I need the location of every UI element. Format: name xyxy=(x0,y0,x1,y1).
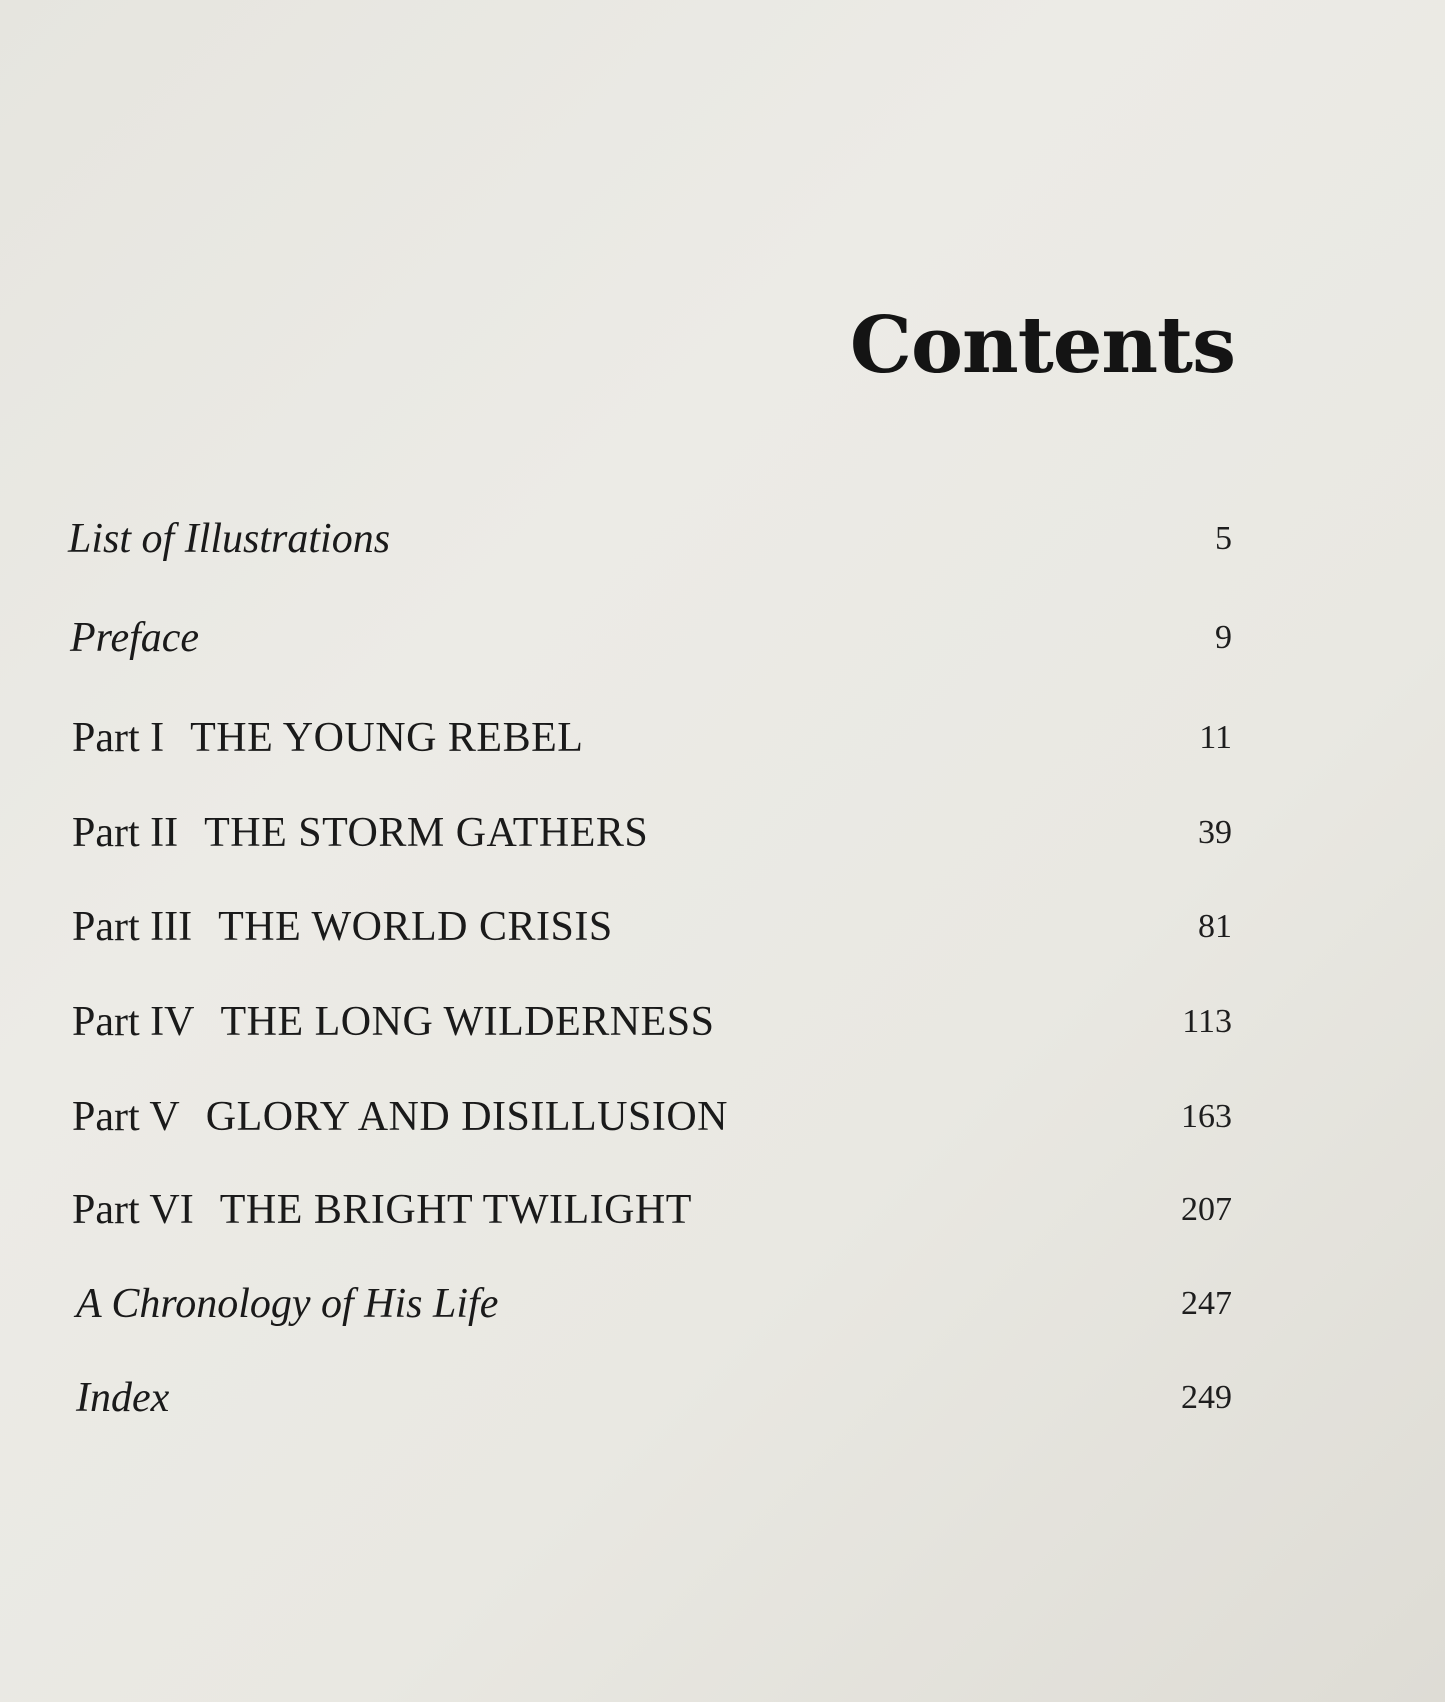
toc-entry-preface xyxy=(0,608,1445,668)
toc-entry-index xyxy=(0,1368,1445,1428)
toc-entry-page: 5 xyxy=(1215,520,1232,557)
toc-part-title: THE YOUNG REBEL xyxy=(190,715,584,761)
toc-entry-page: 39 xyxy=(1198,814,1232,851)
toc-part-title: GLORY AND DISILLUSION xyxy=(205,1094,729,1140)
toc-part-title: THE WORLD CRISIS xyxy=(218,904,613,950)
toc-part-number: Part V xyxy=(72,1094,180,1140)
toc-part-title: THE LONG WILDERNESS xyxy=(220,999,715,1045)
toc-entry-page: 81 xyxy=(1198,908,1232,945)
toc-entry-part-3 xyxy=(0,897,1445,957)
toc-entry-part-4 xyxy=(0,992,1445,1052)
toc-entry-part-2 xyxy=(0,803,1445,863)
toc-entry-part-1 xyxy=(0,708,1445,768)
toc-part-number: Part II xyxy=(72,810,179,856)
toc-entry-page: 9 xyxy=(1215,619,1232,656)
toc-part-number: Part VI xyxy=(72,1187,194,1233)
toc-part-number: Part I xyxy=(72,715,165,761)
toc-entry-label: A Chronology of His Life xyxy=(76,1281,499,1327)
toc-entry-label: Preface xyxy=(70,615,200,661)
toc-entry-page: 113 xyxy=(1182,1003,1232,1040)
page-title: Contents xyxy=(849,300,1235,392)
toc-part-title: THE STORM GATHERS xyxy=(204,810,649,856)
toc-entry-part-6 xyxy=(0,1180,1445,1240)
toc-entry-page: 163 xyxy=(1181,1098,1232,1135)
toc-entry-page: 207 xyxy=(1181,1191,1232,1228)
toc-entry-page: 249 xyxy=(1181,1379,1232,1416)
toc-part-number: Part IV xyxy=(72,999,195,1045)
toc-entry-label: List of Illustrations xyxy=(68,516,391,562)
toc-entry-list-of-illustrations xyxy=(0,509,1445,569)
toc-entry-chronology xyxy=(0,1274,1445,1334)
toc-part-title: THE BRIGHT TWILIGHT xyxy=(219,1187,692,1233)
toc-entry-page: 11 xyxy=(1199,719,1232,756)
toc-entry-label: Index xyxy=(76,1375,170,1421)
toc-part-number: Part III xyxy=(72,904,193,950)
toc-entry-part-5 xyxy=(0,1087,1445,1147)
toc-entry-page: 247 xyxy=(1181,1285,1232,1322)
